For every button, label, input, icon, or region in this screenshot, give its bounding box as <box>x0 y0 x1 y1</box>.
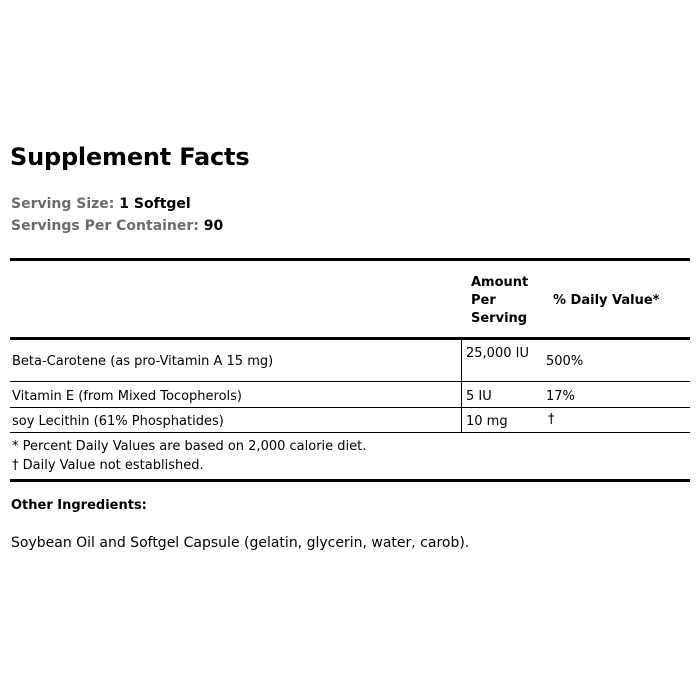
header-amount-per-serving: Amount Per Serving <box>471 275 529 326</box>
serving-size <box>11 196 191 212</box>
footnote-daily-values: * Percent Daily Values are based on 2,000 calorie diet. <box>12 439 367 454</box>
other-ingredients-text: Soybean Oil and Softgel Capsule (gelatin, glycerin, water, carob). <box>11 535 470 551</box>
nutrient-daily-value: 500% <box>546 354 584 369</box>
header-daily-value: % Daily Value* <box>553 293 660 308</box>
column-divider <box>461 340 462 432</box>
row-divider <box>10 432 690 433</box>
nutrient-amount: 25,000 IU <box>466 346 529 361</box>
servings-per-container <box>11 218 223 234</box>
nutrient-daily-value: † <box>548 412 555 427</box>
nutrient-name: soy Lecithin (61% Phosphatides) <box>12 414 224 429</box>
footnote-not-established: † Daily Value not established. <box>12 458 204 473</box>
table-bottom-rule <box>10 479 690 482</box>
panel-title: Supplement Facts <box>10 143 250 171</box>
other-ingredients-heading: Other Ingredients: <box>11 498 147 513</box>
servings-per-container-label: Servings Per Container: <box>11 218 199 234</box>
nutrient-amount: 10 mg <box>466 414 508 429</box>
serving-size-value: 1 Softgel <box>119 196 191 212</box>
nutrient-name: Beta-Carotene (as pro-Vitamin A 15 mg) <box>12 354 274 369</box>
servings-per-container-value: 90 <box>203 218 224 234</box>
row-divider <box>10 381 690 382</box>
nutrient-daily-value: 17% <box>546 389 575 404</box>
row-divider <box>10 407 690 408</box>
header-bottom-rule <box>10 337 690 340</box>
serving-size-label: Serving Size: <box>11 196 115 212</box>
table-top-rule <box>10 258 690 261</box>
nutrient-amount: 5 IU <box>466 389 492 404</box>
nutrient-name: Vitamin E (from Mixed Tocopherols) <box>12 389 242 404</box>
